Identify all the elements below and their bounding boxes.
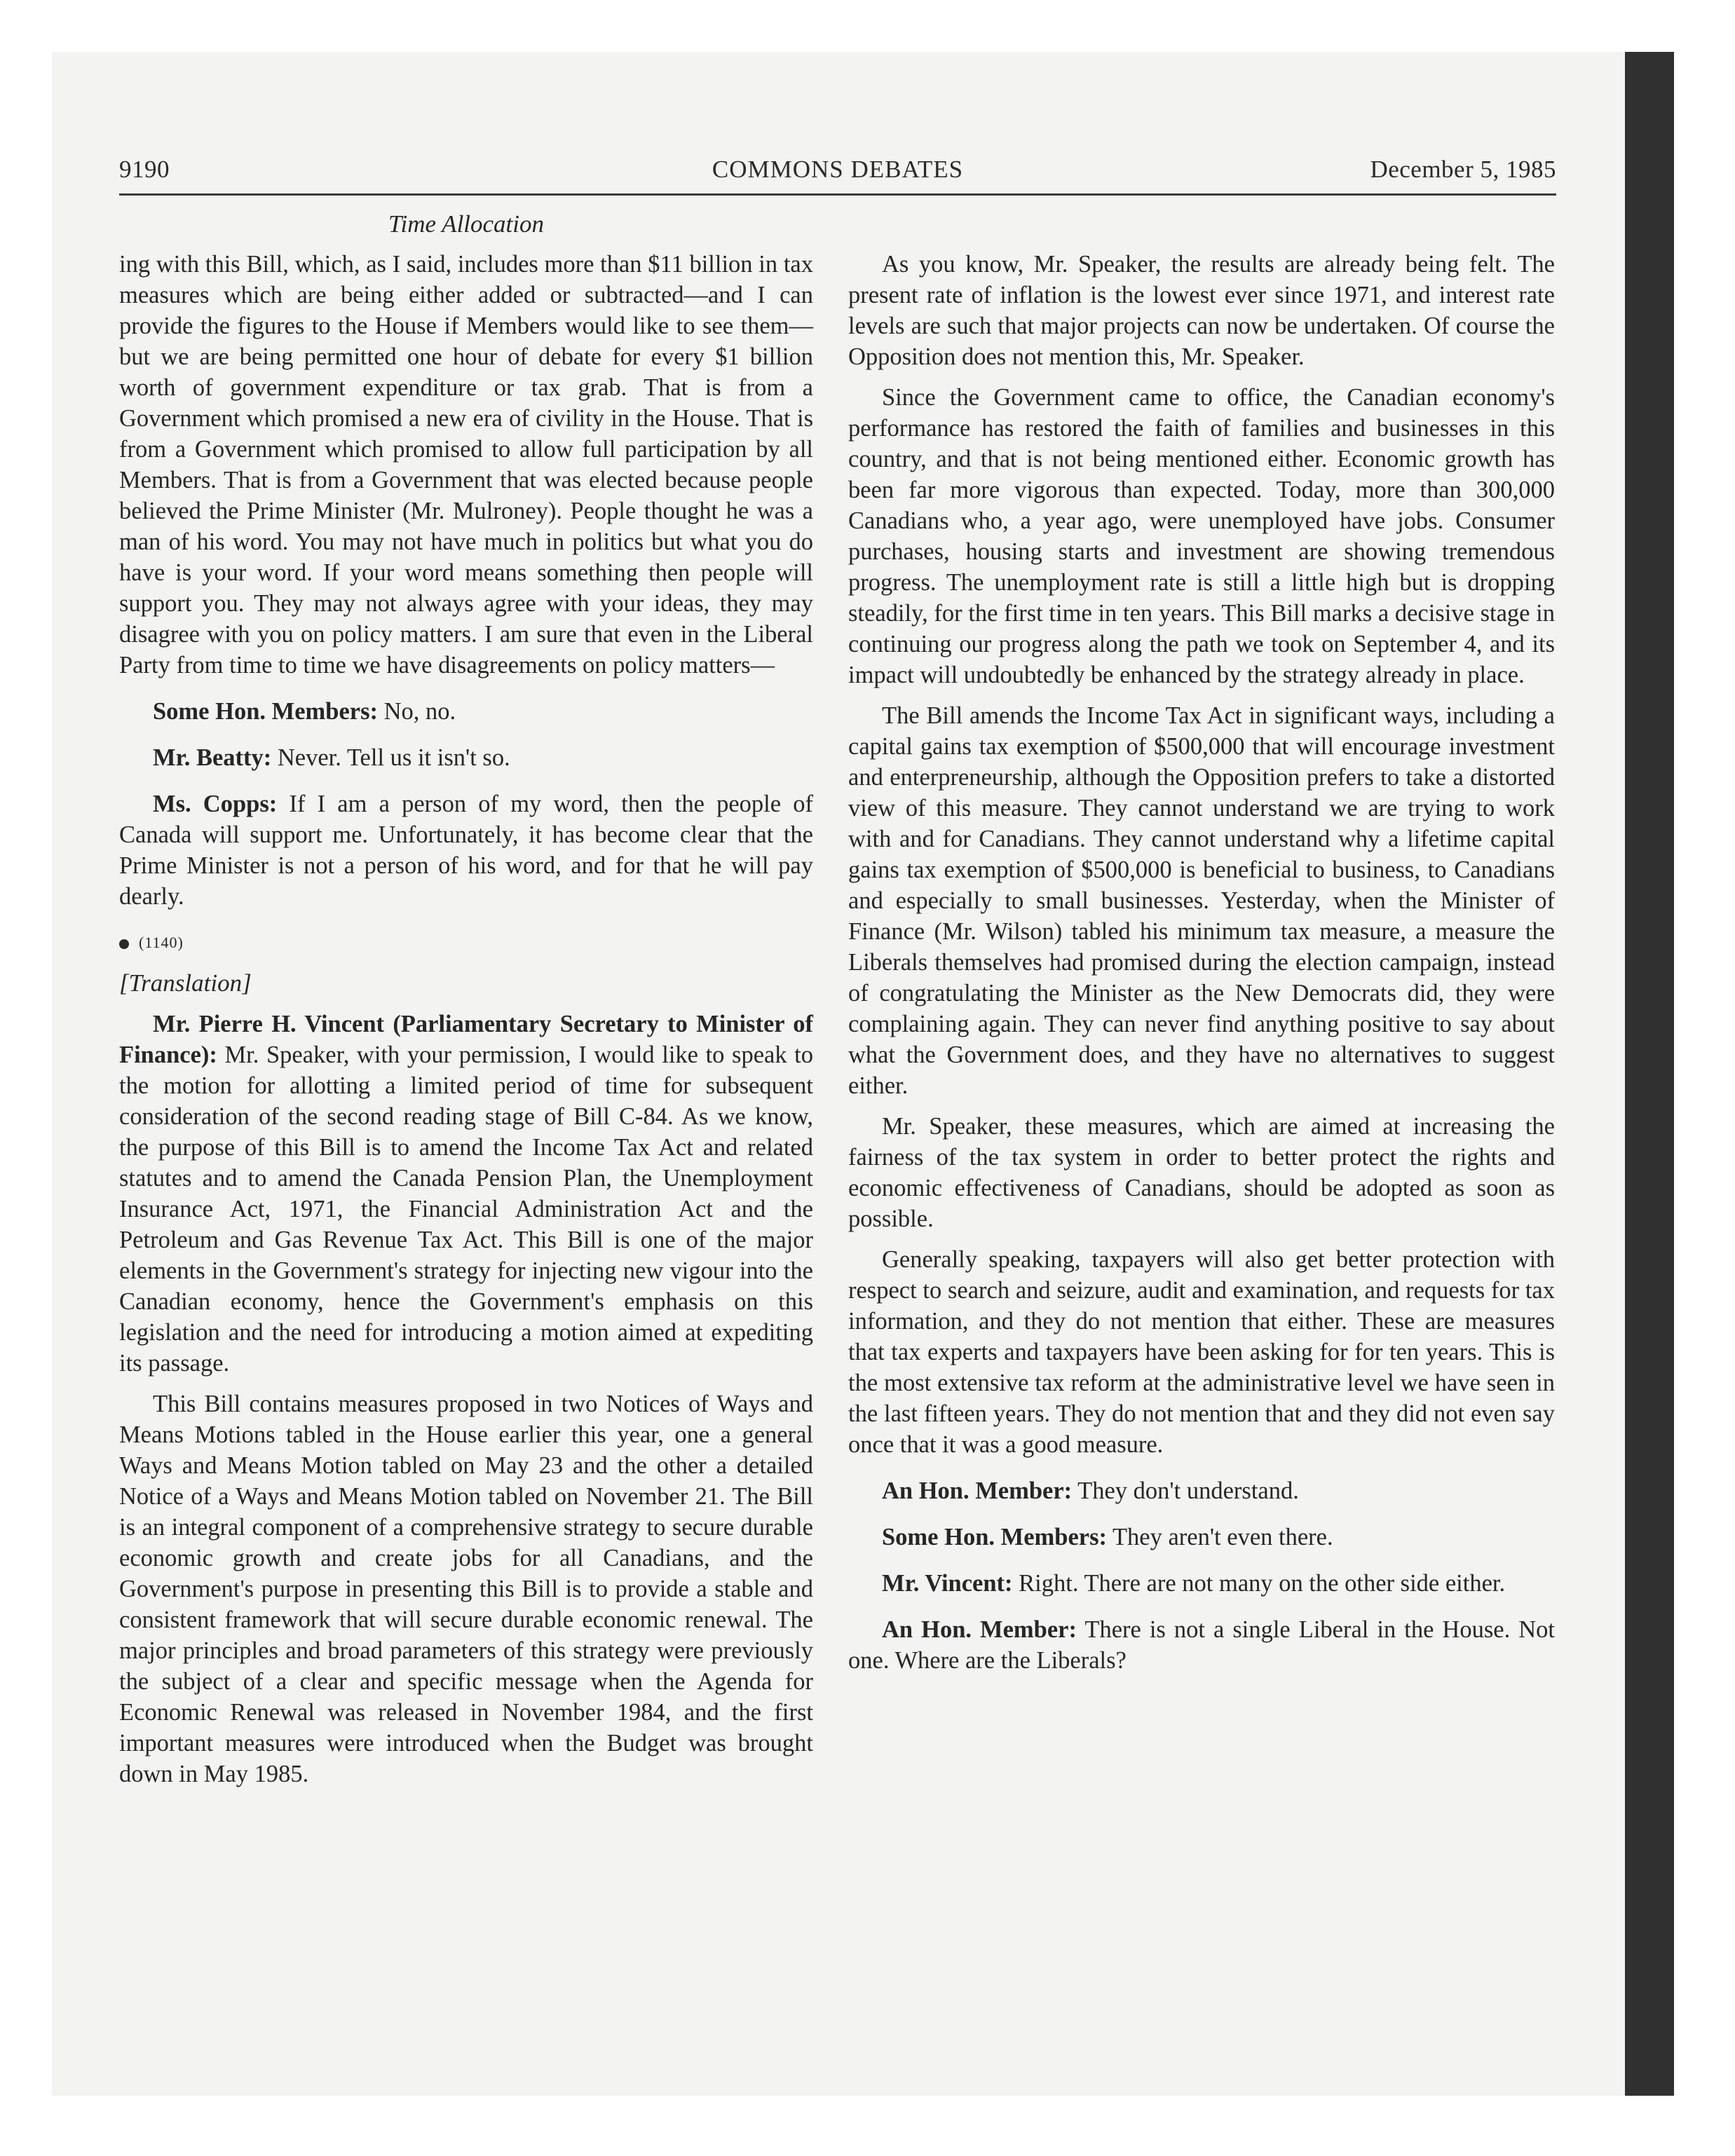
- speaker-name: Mr. Pierre H. Vincent (Parliamentary Secretary to Minister of Finance):: [119, 1011, 813, 1068]
- speech: [119, 789, 813, 912]
- section-title: Time Allocation: [388, 210, 544, 238]
- speech-text: If I am a person of my word, then the people of Canada will support me. Unfortunately, it has become clear that the Prime Minister is not a person of his word, and for that he will pay dearly.: [119, 791, 813, 910]
- speech: [848, 1614, 1555, 1676]
- paragraph: As you know, Mr. Speaker, the results are already being felt. The present rate of inflation is the lowest ever since 1971, and interest rate levels are such that major projects can now be undertaken. Of course the Opposition does not mention this, Mr. Speaker.: [848, 251, 1555, 370]
- paragraph: This Bill contains measures proposed in two Notices of Ways and Means Motions tabled in the House earlier this year, one a general Ways and Means Motion tabled on May 23 and the other a detailed Notice of a Ways and Means Motion tabled on November 21. The Bill is an integral component of a comprehensive strategy to secure durable economic growth and create jobs for all Canadians, and the Government's purpose in presenting this Bill is to provide a stable and consistent framework that will secure durable economic renewal. The major principles and broad parameters of this strategy were previously the subject of a clear and specific message when the Agenda for Economic Renewal was released in November 1984, and the first important measures were introduced when the Budget was brought down in May 1985.: [119, 1391, 813, 1787]
- speech-text: Right. There are not many on the other side either.: [1012, 1570, 1506, 1597]
- speech: [119, 696, 813, 727]
- speech: [119, 742, 813, 773]
- speaker-name: Mr. Vincent:: [882, 1570, 1013, 1597]
- speaker-name: Some Hon. Members:: [153, 698, 378, 725]
- paragraph: The Bill amends the Income Tax Act in significant ways, including a capital gains tax exemption of $500,000 that will encourage investment and enterpreneurship, although the Opposition prefers to take a distorted view of this measure. They cannot understand we are trying to work with and for Canadians. They cannot understand why a lifetime capital gains tax exemption of $500,000 is beneficial to business, to Canadians and especially to small businesses. Yesterday, when the Minister of Finance (Mr. Wilson) tabled his minimum tax measure, a measure the Liberals themselves had promised during the election campaign, instead of congratulating the Minister as the New Democrats did, they were complaining again. They can never find anything positive to say about what the Government does, and they have no alternatives to suggest either.: [848, 702, 1555, 1099]
- paragraph: Since the Government came to office, the Canadian economy's performance has restored the faith of families and businesses in this country, and that is not being mentioned either. Economic growth has been far more vigorous than expected. Today, more than 300,000 Canadians who, a year ago, were unemployed have jobs. Consumer purchases, housing starts and investment are showing tremendous progress. The unemployment rate is still a little high but is dropping steadily, for the first time in ten years. This Bill marks a decisive stage in continuing our progress along the path we took on September 4, and its impact will undoubtedly be enhanced by the strategy already in place.: [848, 384, 1555, 688]
- time-marker: [119, 927, 813, 958]
- speech: [119, 1009, 813, 1379]
- speech-text: Never. Tell us it isn't so.: [271, 744, 510, 771]
- speaker-name: An Hon. Member:: [882, 1478, 1073, 1504]
- speaker-name: An Hon. Member:: [882, 1616, 1077, 1643]
- speech-text: There is not a single Liberal in the House. Not one. Where are the Liberals?: [848, 1616, 1555, 1674]
- running-header: [119, 156, 1556, 192]
- speech-text: No, no.: [377, 698, 456, 725]
- page-number: 9190: [119, 156, 170, 183]
- time-marker-text: (1140): [139, 934, 184, 951]
- speech: [848, 1568, 1555, 1599]
- right-column: [848, 249, 1555, 1691]
- issue-date: December 5, 1985: [1370, 156, 1556, 183]
- speaker-name: Ms. Copps:: [153, 791, 278, 817]
- speech-text: Mr. Speaker, with your permission, I would like to speak to the motion for allotting a limited period of time for subsequent consideration of the second reading stage of Bill C-84. As we know, the purpose of this Bill is to amend the Income Tax Act and related statutes and to amend the Canada Pension Plan, the Unemployment Insurance Act, 1971, the Financial Administration Act and the Petroleum and Gas Revenue Tax Act. This Bill is one of the major elements in the Government's strategy for injecting new vigour into the Canadian economy, hence the Government's emphasis on this legislation and the need for introducing a motion aimed at expediting its passage.: [119, 1042, 813, 1377]
- journal-title: COMMONS DEBATES: [712, 156, 964, 183]
- scan-edge-shadow: [1625, 52, 1674, 2096]
- speaker-name: Some Hon. Members:: [882, 1524, 1107, 1550]
- paragraph: Generally speaking, taxpayers will also get better protection with respect to search and seizure, audit and examination, and requests for tax information, and they do not mention that either. These are measures that tax experts and taxpayers have been asking for for ten years. This is the most extensive tax reform at the administrative level we have seen in the last fifteen years. They do not mention that and they did not even say once that it was a good measure.: [848, 1246, 1555, 1458]
- speech: [848, 1522, 1555, 1553]
- paragraph: Mr. Speaker, these measures, which are aimed at increasing the fairness of the tax system in order to better protect the rights and economic effectiveness of Canadians, should be adopted as soon as possible.: [848, 1113, 1555, 1232]
- speech-text: They don't understand.: [1072, 1478, 1299, 1504]
- speech-text: They aren't even there.: [1106, 1524, 1333, 1550]
- bullet-icon: [119, 939, 129, 949]
- paragraph: ing with this Bill, which, as I said, includes more than $11 billion in tax measures which are being either added or subtracted—and I can provide the figures to the House if Members would like to see them—but we are being permitted one hour of debate for every $1 billion worth of government expenditure or tax grab. That is from a Government which promised a new era of civility in the House. That is from a Government which promised to allow full participation by all Members. That is from a Government that was elected because people believed the Prime Minister (Mr. Mulroney). People thought he was a man of his word. You may not have much in politics but what you do have is your word. If your word means something then people will support you. They may not always agree with your ideas, they may disagree with you on policy matters. I am sure that even in the Liberal Party from time to time we have disagreements on policy matters—: [119, 251, 813, 678]
- header-rule: [119, 193, 1556, 196]
- left-column: [119, 249, 813, 1799]
- speech: [848, 1475, 1555, 1506]
- translation-label: [Translation]: [119, 969, 252, 997]
- speaker-name: Mr. Beatty:: [153, 744, 272, 771]
